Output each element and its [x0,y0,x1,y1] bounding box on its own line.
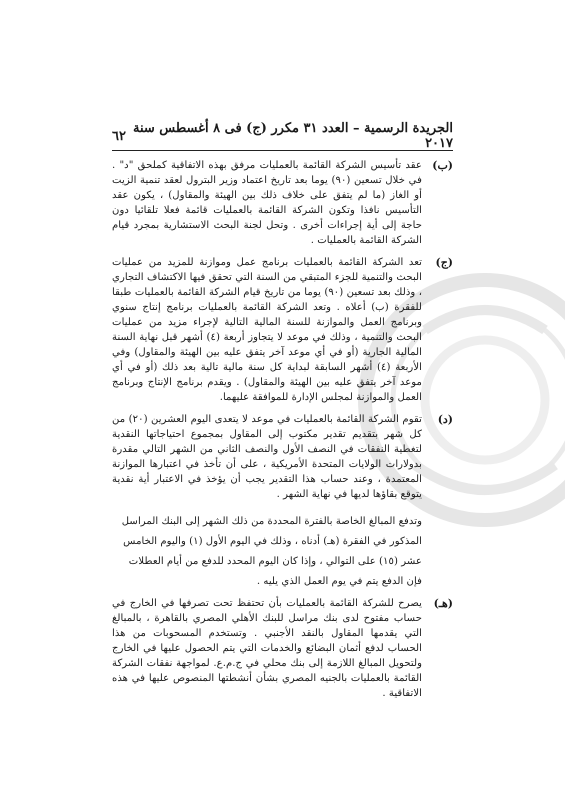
paragraph-text: عقد تأسيس الشركة القائمة بالعمليات مرفق بهذه الاتفاقية كملحق "د" . في خلال تسعين (٩٠) يوما بعد تاريخ اعتماد وزير البترول لعقد تنمية الزيت أو الغاز (ما لم يتفق على خلاف ذلك بين الهيئة والمقاول) ، يكون عقد التأسيس نافذا وتكون الشركة القائمة بالعمليات قائمة فعلا تلقائيا دون حاجة إلى أية إجراءات أخرى . وتحل لجنة البحث الاستشارية بمجرد قيام الشركة القائمة بالعمليات . [112,160,422,246]
paragraph-label: (هـ) [433,597,453,610]
paragraph-text: تقوم الشركة القائمة بالعمليات في موعد لا يتعدى اليوم العشرين (٢٠) من كل شهر بتقديم تقدير مكتوب إلى المقاول بمجموع احتياجاتها النقدية لتغطية النفقات في النصف الأول والنصف الثاني من الشهر التالي مقدرة بدولارات الولايات المتحدة الأمريكية ، على أن تأخذ في اعتبارها الموازنة المعتمدة ، وعند حساب هذا التقدير يجب أن يؤخذ في الاعتبار أية نقدية يتوقع بقاؤها لديها في نهاية الشهر . [112,414,422,500]
paragraph-text: تعد الشركة القائمة بالعمليات برنامج عمل وموازنة للمزيد من عمليات البحث والتنمية للجزء المتبقي من السنة التي تحقق فيها الاكتشاف التجاري ، وذلك بعد تسعين (٩٠) يوما من تاريخ قيام الشركة القائمة بالعمليات طبقا للفقرة (ب) أعلاه . وتعد الشركة القائمة بالعمليات برنامج إنتاج سنوي وبرنامج العمل والموازنة للسنة المالية التالية لإجراء مزيد من عمليات البحث والتنمية ، وذلك في موعد لا يتجاوز أربعة (٤) أشهر قبل نهاية السنة المالية الجارية (أو في أي موعد آخر يتفق عليه بين الهيئة والمقاول) وفي الأربعة (٤) أشهر السابقة لبداية كل سنة مالية تالية بعد ذلك (أو في أي موعد آخر يتفق عليه بين الهيئة والمقاول) . ويقدم برنامج الإنتاج وبرنامج العمل والموازنة لمجلس الإدارة للموافقة عليهما. [112,257,423,403]
paragraph-label: (د) [437,413,453,426]
document-body [112,158,453,708]
page-number: ٦٢ [112,128,126,144]
paragraph-b [112,158,453,248]
paragraph-text: وتدفع المبالغ الخاصة بالفترة المحددة من ذلك الشهر إلى البنك المراسل المذكور في الفقرة (هـ) أدناه ، وذلك في اليوم الأول (١) واليوم الخامس عشر (١٥) على التوالي ، وإذا كان اليوم المحدد للدفع من أيام العطلات فإن الدفع يتم في يوم العمل الذي يليه . [121,516,422,587]
paragraph-text: يصرح للشركة القائمة بالعمليات بأن تحتفظ تحت تصرفها في الخارج في حساب مفتوح لدى بنك مراسل للبنك الأهلي المصري بالقاهرة ، بالمبالغ التي يقدمها المقاول بالنقد الأجنبي . وتستخدم المسحوبات من هذا الحساب لدفع أثمان البضائع والخدمات التي يتم الحصول عليها في الخارج ولتحويل المبالغ اللازمة إلى بنك محلي في ج.م.ع. لمواجهة نفقات الشركة القائمة بالعمليات بالجنيه المصري بشأن أنشطتها المنصوص عليها في هذه الاتفاقية . [112,598,422,699]
paragraph-d-continuation [112,509,453,589]
paragraph-e [112,596,453,701]
header-divider [112,150,453,151]
page-header [112,121,453,151]
paragraph-label: (ب) [432,159,453,172]
paragraph-c [112,255,453,405]
paragraph-label: (ج) [435,256,453,269]
header-title: الجريدة الرسمية – العدد ٣١ مكرر (ج) فى ٨ أغسطس سنة ٢٠١٧ [133,121,453,151]
paragraph-d [112,412,453,502]
